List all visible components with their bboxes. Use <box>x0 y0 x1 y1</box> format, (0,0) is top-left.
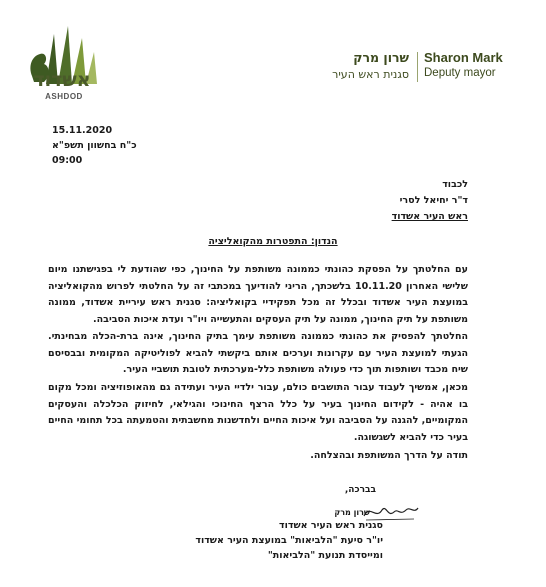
addressee-name: ד"ר יחיאל לסרי <box>399 195 468 206</box>
addressee-salutation: לכבוד <box>442 179 468 190</box>
signer-name-small: שרון מרק <box>334 508 370 517</box>
body-paragraph-2: החלטתך להפסיק את כהונתי כממונה משותפת עימך בתיק החינוך, אינה ברת-הכלה מבחינתי. הגעתי למועצת העיר עם עקרונות וערכים אותם ביקשתי להביא לפוליטיקה המקומית ובבסיסם שיח מכבד ושותפות תוך כדי פעולה משותפת כלל-מערכתית לטובת תושביי העיר. <box>48 331 468 375</box>
sender-title-english: Deputy mayor <box>424 67 496 79</box>
sender-name-hebrew: שרון מרק <box>353 50 409 65</box>
signer-title: סגנית ראש העיר אשדוד <box>279 520 383 531</box>
body-paragraph-4: תודה על הדרך המשותפת ובהצלחה. <box>310 450 468 461</box>
addressee-title: ראש העיר אשדוד <box>391 211 468 222</box>
date-gregorian: 15.11.2020 <box>52 125 113 136</box>
signer-founder-role: ומייסדת תנועת "הלביאות" <box>267 550 383 561</box>
sender-name-english: Sharon Mark <box>424 50 503 65</box>
header-divider <box>417 52 418 82</box>
body-paragraph-1: עם החלטתך על הפסקת כהונתי כממונה משותפת על החינוך, כפי שהודעת לי בפגישתנו מיום שלישי האחרון 10.11.20 בלשכתך, הריני להודיעך במכתבי זה על החלטתי לפרוש מהקואליציה במועצת העיר אשדוד ובכלל זה מכל תפקידיי בקואליציה: סגנית ראש עיריית אשדוד, ממונה משותפת על תיק החינוך, ממונה על תיק העסקים והתעשייה ויו"ר ועדת איכות הסביבה. <box>48 264 468 325</box>
sender-title-hebrew: סגנית ראש העיר <box>332 68 409 81</box>
closing-greeting: בברכה, <box>344 485 376 495</box>
signer-faction-role: יו"ר סיעת "הלביאות" במועצת העיר אשדוד <box>195 535 383 546</box>
logo-text-english: ASHDOD <box>45 92 83 101</box>
time: 09:00 <box>52 155 83 166</box>
body-paragraph-3: מכאן, אמשיך לעבוד עבור התושבים כולם, עבור ילדיי העיר ועתידה גם מהאופוזיציה ומכל מקום בו אהיה - לקידום החינוך בעיר על כלל הרצף החינוכי והגילאי, לחיזוק הכלכלה והעסקים המקומיים, להגנה על הסביבה ועל איכות החיים ולחדשנות מחשבתית והטמעתה בכל תחומי החיים בעיר כדי להביא לשגשוגה. <box>48 382 468 443</box>
letter-subject: הנדון: התפטרות מהקואליציה <box>208 236 338 247</box>
logo-text-hebrew: אשדוד <box>33 69 91 91</box>
date-hebrew: כ"ח בחשוון תשפ"א <box>52 140 137 151</box>
